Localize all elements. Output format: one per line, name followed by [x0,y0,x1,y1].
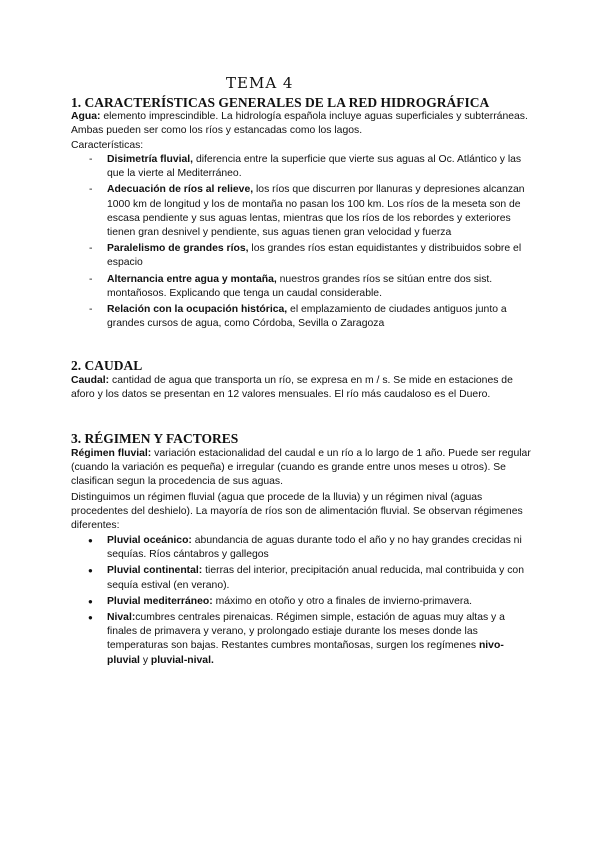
section-3-heading: 3. RÉGIMEN Y FACTORES [71,431,239,446]
regimes-list [71,534,531,670]
list-item [71,611,531,668]
list-item [71,595,531,609]
page-title: TEMA 4 [226,74,294,92]
section-3-paragraph-2: Distinguimos un régimen fluvial (agua que procede de la lluvia) y un régimen nival (aguas procedentes del deshielo). La mayoría de ríos son de alimentación fluvial. Se observan régimenes diferentes: [71,492,523,532]
item-term: Pluvial continental: [107,565,203,577]
section-1-intro [71,110,531,138]
item-term: Paralelismo de grandes ríos, [107,243,249,255]
section-2-paragraph [71,374,531,402]
item-term: Pluvial mediterráneo: [107,595,213,607]
list-item [71,534,531,562]
item-term: Alternancia entre agua y montaña, [107,273,277,285]
item-text: diferencia entre la superficie que vierte sus aguas al Oc. Atlántico y las que la vierte al Mediterráneo. [107,154,522,180]
item-text: tierras del interior, precipitación anual reducida, mal contribuida y con sequía estival (en verano). [107,565,524,591]
characteristics-label: Características: [71,140,144,151]
item-text: el emplazamiento de ciudades antiguos junto a grandes cursos de agua, como Córdoba, Sevilla o Zaragoza [107,304,507,330]
term-regimen-fluvial: Régimen fluvial: [71,448,152,459]
section-3-paragraph [71,447,531,490]
term-pluvial-nival: pluvial-nival. [150,654,214,666]
item-term: Adecuación de ríos al relieve, [107,184,254,196]
characteristics-list [71,153,531,333]
item-text: máximo en otoño y otro a finales de invierno-primavera. [215,595,473,607]
item-text: los grandes ríos estan equidistantes y distribuidos sobre el espacio [107,243,522,269]
list-item [71,273,531,301]
conjunction: y [142,654,149,666]
section-2-heading: 2. CAUDAL [71,358,143,373]
item-term: Pluvial oceánico: [107,535,192,546]
item-term: Nival: [107,612,136,624]
item-text: abundancia de aguas durante todo el año y no hay grandes crecidas ni sequías. Ríos cántabros y gallegos [107,535,522,561]
term-nivo-pluvial: nivo-pluvial [107,640,504,666]
list-item [71,153,531,181]
section-1-heading: 1. CARACTERÍSTICAS GENERALES DE LA RED HIDROGRÁFICA [71,95,490,110]
list-item [71,183,531,240]
term-agua: Agua: [71,111,101,122]
item-text: nuestros grandes ríos se sitúan entre dos sist. montañosos. Explicando que tenga un caudal considerable. [107,273,493,299]
term-caudal: Caudal: [71,375,110,386]
list-item [71,242,531,270]
item-term: Relación con la ocupación histórica, [107,304,288,316]
item-term: Disimetría fluvial, [107,154,194,165]
list-item [71,303,531,331]
intro-text: elemento imprescindible. La hidrología española incluye aguas superficiales y subterráneas. Ambas pueden ser como los ríos y estancadas como los lagos. [71,111,528,137]
item-text: los ríos que discurren por llanuras y depresiones alcanzan 1000 km de longitud y los de montaña no pasan los 100 km. Los ríos de la meseta son de escasa pendiente y sus aguas lentas, mientras que los ríos de los rebordes y exteriores tienen gran desnivel y pendiente, sus aguas tienen gran velocidad y fuerza [107,184,525,239]
item-text: cumbres centrales pirenaicas. Régimen simple, estación de aguas muy altas y a finales de primavera y verano, y prolongado estiaje durante los meses donde las temperaturas son bajas. Restantes cumbres montañosas, surgen los regímenes [107,612,505,652]
caudal-text: cantidad de agua que transporta un río, se expresa en m / s. Se mide en estaciones de aforo y los datos se presentan en 12 valores mensuales. El río más caudaloso es el Duero. [71,375,513,401]
regimen-text: variación estacionalidad del caudal e un río a lo largo de 1 año. Puede ser regular (cuando la variación es pequeña) e irregular (cuando es grande entre unos meses u otros). Se clasifican segun la procedencia de sus aguas. [71,448,531,488]
list-item [71,564,531,592]
